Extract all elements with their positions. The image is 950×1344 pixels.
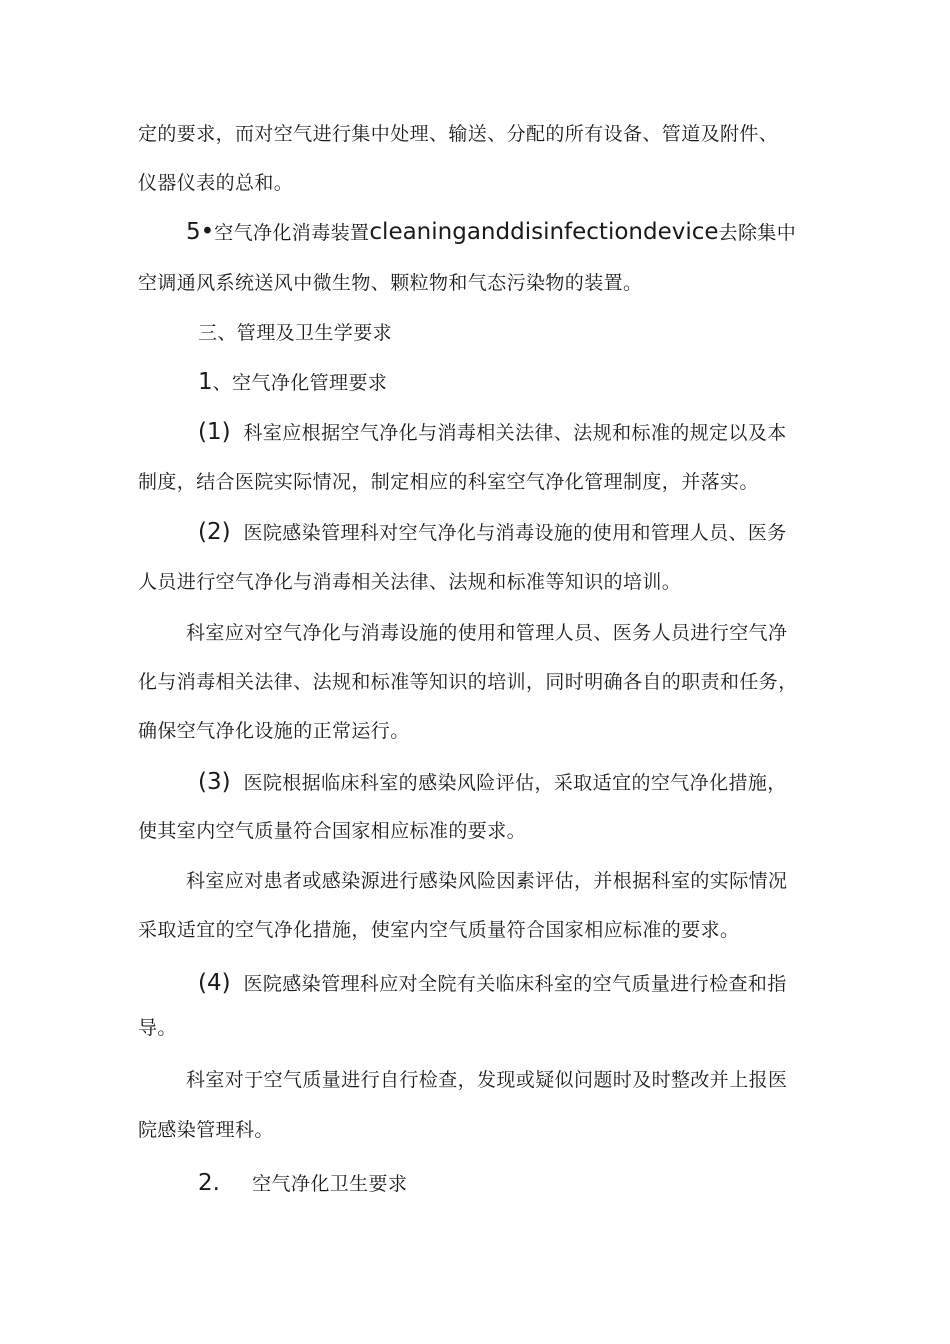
paragraph-line: 使其室内空气质量符合国家相应标准的要求。: [138, 820, 527, 842]
paragraph-line: 制度，结合医院实际情况，制定相应的科室空气净化管理制度，并落实。: [138, 471, 759, 493]
item-number: (1): [198, 419, 231, 445]
item-number: (3): [198, 769, 231, 795]
definition-text: 去除集中: [718, 222, 797, 244]
item-number: (2): [198, 519, 231, 545]
item-text: 医院感染管理科应对全院有关临床科室的空气质量进行检查和指: [243, 973, 787, 995]
item-number: 1: [198, 369, 213, 395]
paragraph-line: 科室应对患者或感染源进行感染风险因素评估，并根据科室的实际情况: [186, 870, 788, 892]
paragraph-line: 确保空气净化设施的正常运行。: [138, 720, 410, 742]
paragraph-line: 化与消毒相关法律、法规和标准等知识的培训，同时明确各自的职责和任务，: [138, 671, 798, 693]
list-item-4: [198, 970, 787, 997]
paragraph-line: 科室对于空气质量进行自行检查，发现或疑似问题时及时整改并上报医: [186, 1069, 788, 1091]
section-heading: 三、管理及卫生学要求: [198, 322, 393, 344]
subsection-heading-1: [198, 369, 387, 396]
term-chinese: 空气净化消毒装置: [214, 222, 370, 244]
paragraph-line: 导。: [138, 1017, 177, 1039]
paragraph-line: 人员进行空气净化与消毒相关法律、法规和标准等知识的培训。: [138, 571, 682, 593]
item-text: 医院根据临床科室的感染风险评估，采取适宜的空气净化措施，: [243, 772, 787, 794]
term-english: cleaninganddisinfectiondevice: [369, 219, 719, 245]
heading-text: 、空气净化管理要求: [212, 372, 388, 394]
paragraph-line: 采取适宜的空气净化措施，使室内空气质量符合国家相应标准的要求。: [138, 919, 740, 941]
list-item-1: [198, 419, 787, 446]
item-text: 医院感染管理科对空气净化与消毒设施的使用和管理人员、医务: [243, 522, 787, 544]
item-text: 科室应根据空气净化与消毒相关法律、法规和标准的规定以及本: [243, 422, 787, 444]
paragraph-line: 定的要求，而对空气进行集中处理、输送、分配的所有设备、管道及附件、: [138, 123, 779, 145]
subsection-heading-2: [198, 1170, 407, 1197]
item-number: 2.: [198, 1170, 220, 1196]
heading-text: 空气净化卫生要求: [252, 1173, 408, 1195]
definition-5-line: [186, 219, 796, 246]
list-item-2: [198, 519, 787, 546]
item-number: 5•: [186, 219, 215, 245]
list-item-3: [198, 769, 787, 796]
paragraph-line: 仪器仪表的总和。: [138, 172, 294, 194]
paragraph-line: 院感染管理科。: [138, 1119, 274, 1141]
paragraph-line: 科室应对空气净化与消毒设施的使用和管理人员、医务人员进行空气净: [186, 622, 788, 644]
item-number: (4): [198, 970, 231, 996]
paragraph-line: 空调通风系统送风中微生物、颗粒物和气态污染物的装置。: [138, 272, 643, 294]
